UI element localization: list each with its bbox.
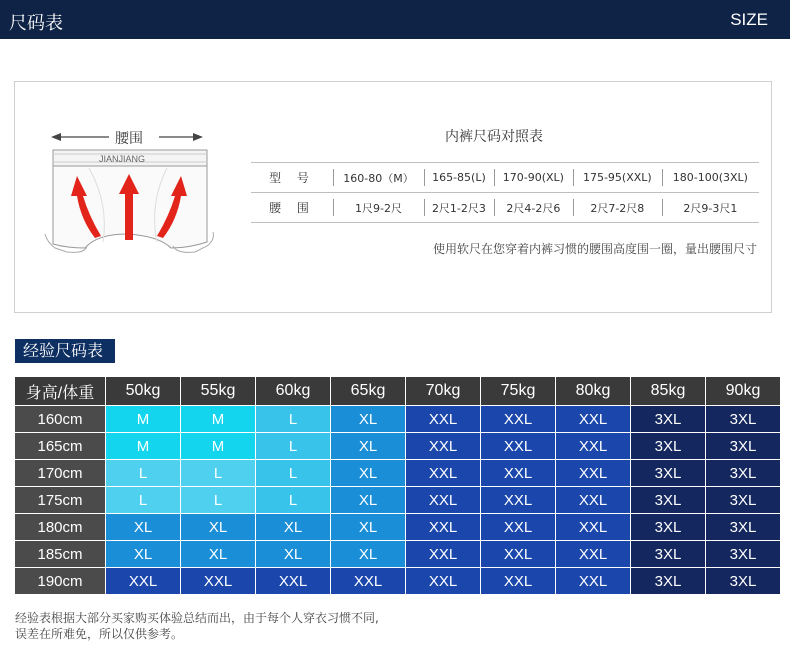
size-cell: L: [256, 487, 330, 513]
size-cell: XXL: [556, 406, 630, 432]
size-cell: L: [256, 433, 330, 459]
reference-cell: 1尺9-2尺: [333, 193, 424, 223]
size-cell: 3XL: [706, 514, 780, 540]
size-cell: XXL: [481, 487, 555, 513]
size-cell: XL: [106, 541, 180, 567]
size-cell: XXL: [556, 514, 630, 540]
header-bar: [0, 0, 790, 39]
weight-header-row: [15, 377, 780, 405]
footnote: [15, 610, 379, 642]
size-cell: XL: [181, 514, 255, 540]
size-cell: L: [106, 487, 180, 513]
height-header: 180cm: [15, 514, 105, 540]
weight-header: 55kg: [181, 377, 255, 405]
size-cell: L: [106, 460, 180, 486]
size-cell: XXL: [481, 514, 555, 540]
size-cell: 3XL: [631, 541, 705, 567]
size-cell: XXL: [256, 568, 330, 594]
reference-cell: 2尺7-2尺8: [573, 193, 662, 223]
weight-header: 85kg: [631, 377, 705, 405]
size-cell: 3XL: [631, 433, 705, 459]
experience-size-table: [14, 376, 781, 595]
reference-panel: [14, 81, 772, 313]
size-cell: XXL: [481, 460, 555, 486]
size-cell: XXL: [406, 406, 480, 432]
size-cell: 3XL: [631, 487, 705, 513]
size-cell: XXL: [556, 487, 630, 513]
size-cell: M: [181, 433, 255, 459]
size-cell: XXL: [406, 433, 480, 459]
size-cell: 3XL: [631, 514, 705, 540]
size-cell: XXL: [556, 541, 630, 567]
corner-header: 身高/体重: [15, 377, 105, 405]
reference-size-table: [251, 162, 759, 223]
size-cell: XXL: [556, 433, 630, 459]
size-cell: XXL: [331, 568, 405, 594]
waist-label: 腰围: [111, 128, 147, 148]
reference-cell: 180-100(3XL): [662, 163, 759, 193]
reference-cell: 2尺1-2尺3: [424, 193, 494, 223]
size-cell: L: [181, 460, 255, 486]
weight-header: 75kg: [481, 377, 555, 405]
size-cell: L: [256, 460, 330, 486]
size-cell: XXL: [406, 541, 480, 567]
height-header: 160cm: [15, 406, 105, 432]
size-cell: 3XL: [706, 487, 780, 513]
size-cell: XL: [106, 514, 180, 540]
height-header: 185cm: [15, 541, 105, 567]
size-cell: XXL: [406, 460, 480, 486]
weight-header: 70kg: [406, 377, 480, 405]
height-header: 190cm: [15, 568, 105, 594]
height-header: 175cm: [15, 487, 105, 513]
size-cell: XXL: [181, 568, 255, 594]
size-cell: 3XL: [706, 541, 780, 567]
size-cell: XL: [331, 514, 405, 540]
reference-cell: 170-90(XL): [494, 163, 573, 193]
header-title: 尺码表: [9, 13, 63, 34]
height-row: [15, 433, 780, 459]
size-cell: XL: [256, 514, 330, 540]
size-cell: XL: [181, 541, 255, 567]
reference-cell: 175-95(XXL): [573, 163, 662, 193]
size-cell: XXL: [406, 568, 480, 594]
size-cell: XL: [331, 433, 405, 459]
size-cell: XXL: [106, 568, 180, 594]
height-row: [15, 460, 780, 486]
size-cell: M: [181, 406, 255, 432]
size-cell: XXL: [556, 568, 630, 594]
size-cell: XXL: [481, 433, 555, 459]
weight-header: 80kg: [556, 377, 630, 405]
size-cell: XL: [256, 541, 330, 567]
reference-row: [251, 163, 759, 193]
reference-title: 内裤尺码对照表: [445, 129, 543, 145]
size-cell: 3XL: [631, 406, 705, 432]
size-cell: M: [106, 433, 180, 459]
height-row: [15, 568, 780, 594]
size-cell: L: [256, 406, 330, 432]
height-row: [15, 406, 780, 432]
size-cell: XXL: [481, 541, 555, 567]
reference-row-label: 腰 围: [251, 193, 333, 223]
height-header: 165cm: [15, 433, 105, 459]
size-cell: M: [106, 406, 180, 432]
size-cell: L: [181, 487, 255, 513]
header-size-label: SIZE: [730, 10, 768, 29]
reference-cell: 2尺9-3尺1: [662, 193, 759, 223]
size-cell: 3XL: [706, 406, 780, 432]
size-cell: XL: [331, 541, 405, 567]
weight-header: 60kg: [256, 377, 330, 405]
experience-title: 经验尺码表: [15, 339, 115, 363]
size-cell: 3XL: [706, 460, 780, 486]
size-cell: XL: [331, 487, 405, 513]
size-cell: XXL: [481, 406, 555, 432]
weight-header: 50kg: [106, 377, 180, 405]
weight-header: 90kg: [706, 377, 780, 405]
height-row: [15, 487, 780, 513]
size-cell: XXL: [556, 460, 630, 486]
height-row: [15, 541, 780, 567]
size-cell: 3XL: [706, 433, 780, 459]
measure-note: 使用软尺在您穿着内裤习惯的腰围高度围一圈，量出腰围尺寸: [432, 242, 757, 256]
size-cell: XXL: [481, 568, 555, 594]
size-cell: XL: [331, 406, 405, 432]
size-cell: XXL: [406, 487, 480, 513]
size-cell: XXL: [406, 514, 480, 540]
height-row: [15, 514, 780, 540]
size-cell: 3XL: [706, 568, 780, 594]
size-cell: 3XL: [631, 568, 705, 594]
underwear-diagram: [37, 124, 222, 274]
size-cell: XL: [331, 460, 405, 486]
footnote-line: 经验表根据大部分买家购买体验总结而出，由于每个人穿衣习惯不同,: [15, 611, 379, 625]
reference-cell: 2尺4-2尺6: [494, 193, 573, 223]
footnote-line: 误差在所难免，所以仅供参考。: [15, 627, 184, 641]
reference-cell: 160-80（M）: [333, 163, 424, 193]
brand-text: JIANJIANG: [99, 154, 146, 164]
reference-cell: 165-85(L): [424, 163, 494, 193]
height-header: 170cm: [15, 460, 105, 486]
reference-row: [251, 193, 759, 223]
weight-header: 65kg: [331, 377, 405, 405]
size-cell: 3XL: [631, 460, 705, 486]
reference-row-label: 型 号: [251, 163, 333, 193]
